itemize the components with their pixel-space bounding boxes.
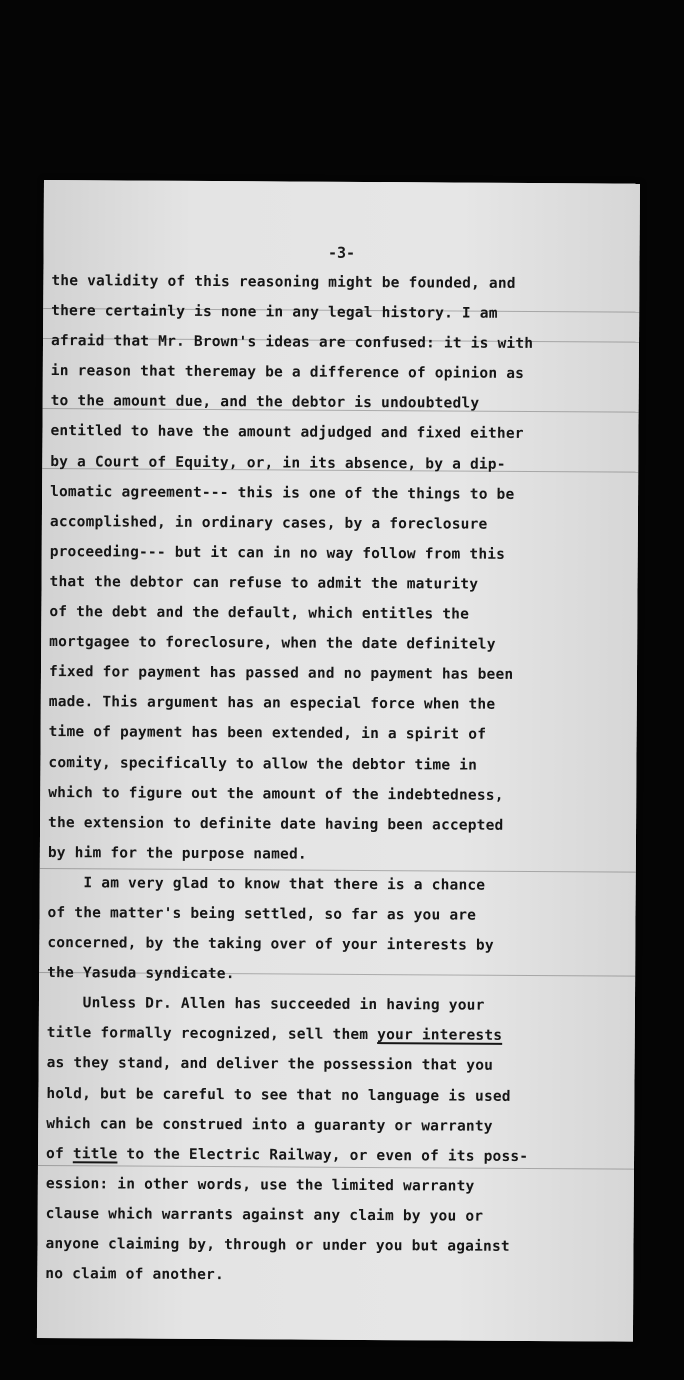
text-line: ession: in other words, use the limited warranty — [45, 1175, 475, 1195]
text-line: by a Court of Equity, or, in its absence, by a dip- — [50, 453, 506, 473]
text-line: to the amount due, and the debtor is undoubtedly — [50, 393, 480, 413]
text-line: anyone claiming by, through or under you but against — [45, 1236, 510, 1255]
text-line: the extension to definite date having been accepted — [48, 814, 504, 834]
text-line: mortgagee to foreclosure, when the date definitely — [49, 634, 496, 653]
text-line: of the matter's being settled, so far as you are — [47, 905, 477, 924]
text-line: clause which warrants against any claim by you or — [45, 1205, 484, 1225]
text-line: time of payment has been extended, in a spirit of — [48, 724, 487, 744]
underlined-phrase: your interests — [377, 1027, 503, 1045]
page-number: -3- — [327, 243, 356, 262]
text-line: afraid that Mr. Brown's ideas are confused: it is with — [50, 333, 534, 353]
text-line: made. This argument has an especial force when the — [48, 694, 496, 714]
text-line: by him for the purpose named. — [47, 844, 307, 863]
underlined-phrase: title — [72, 1145, 118, 1163]
text-line: of the debt and the default, which entitles the — [49, 604, 470, 623]
text-line: Unless Dr. Allen has succeeded in having your — [46, 995, 485, 1014]
text-line: proceeding--- but it can in no way follow from this — [49, 543, 506, 563]
text-line: which to figure out the amount of the indebtedness, — [48, 784, 504, 804]
text-line: of title to the Electric Railway, or even of its poss- — [46, 1145, 529, 1165]
letter-page — [37, 180, 640, 1342]
text-line: there certainly is none in any legal history. I am — [51, 303, 498, 322]
text-line: which can be construed into a guaranty or warranty — [46, 1115, 493, 1135]
text-line: hold, but be careful to see that no language is used — [46, 1085, 511, 1105]
text-line: in reason that theremay be a difference of opinion as — [50, 363, 525, 383]
text-line: lomatic agreement--- this is one of the things to be — [50, 483, 515, 503]
text-line: no claim of another. — [45, 1266, 224, 1284]
text-line: accomplished, in ordinary cases, by a foreclosure — [49, 513, 488, 533]
text-line: that the debtor can refuse to admit the maturity — [49, 573, 479, 593]
text-line: I am very glad to know that there is a chance — [47, 874, 486, 894]
text-line: concerned, by the taking over of your interests by — [47, 935, 494, 954]
text-line: entitled to have the amount adjudged and fixed either — [50, 423, 524, 443]
text-line: the Yasuda syndicate. — [47, 965, 235, 983]
text-line: the validity of this reasoning might be founded, and — [51, 273, 516, 292]
text-line: title formally recognized, sell them your interests — [46, 1025, 503, 1045]
text-line: comity, specifically to allow the debtor time in — [48, 754, 478, 774]
text-line: as they stand, and deliver the possession that you — [46, 1055, 494, 1075]
text-line: fixed for payment has passed and no payment has been — [48, 664, 514, 684]
letter-body — [45, 266, 639, 1293]
